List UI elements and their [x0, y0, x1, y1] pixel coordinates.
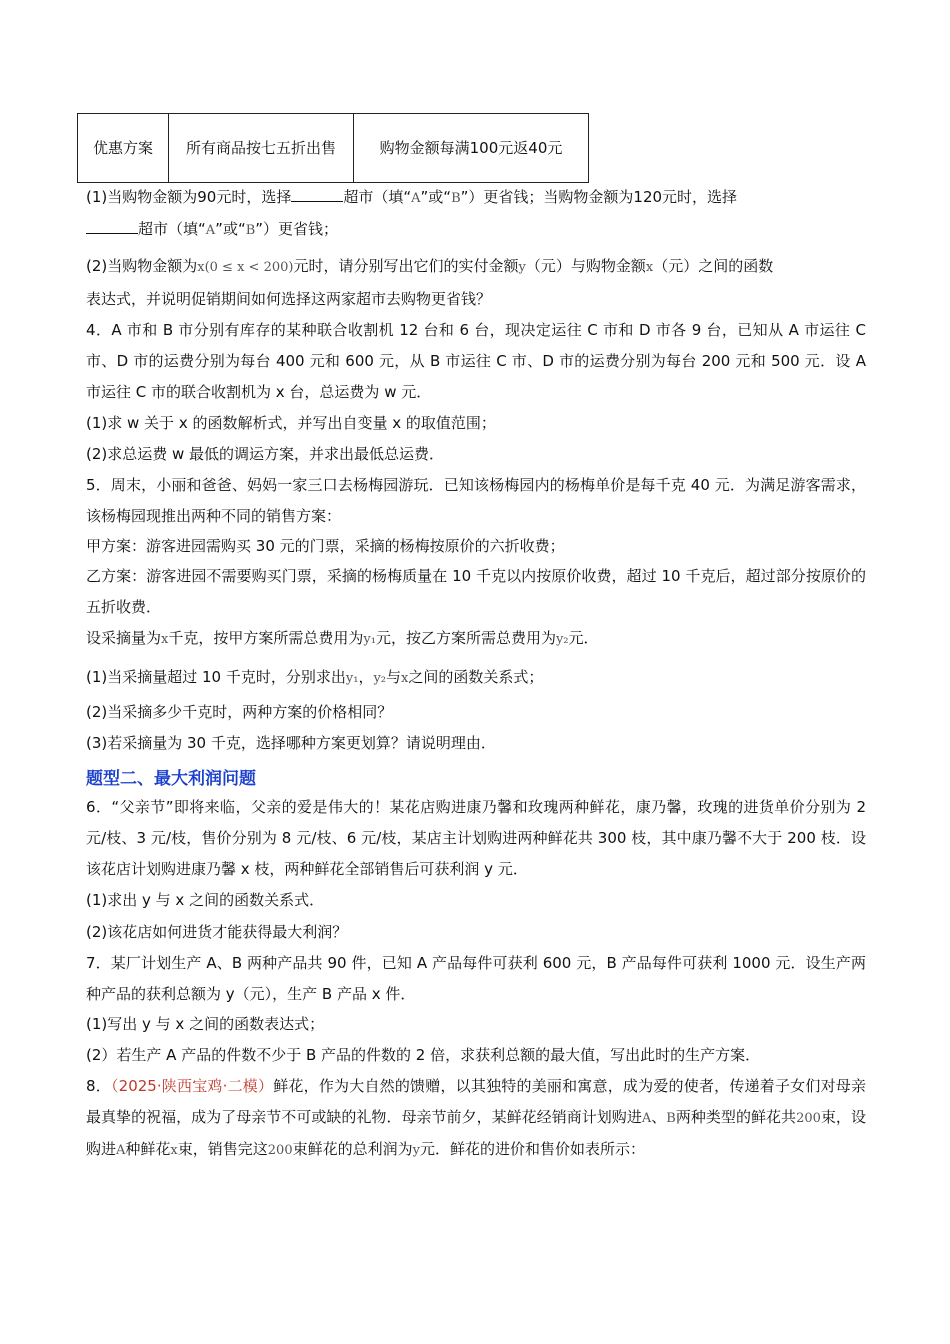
q7-part1: (1)写出 y 与 x 之间的函数表达式； [86, 1015, 325, 1033]
q8-stem: 8．（2025·陕西宝鸡·二模）鲜花，作为大自然的馈赠，以其独特的美丽和寓意，成为爱的使者，传递着子女们对母亲最真挚的祝福，成为了母亲节不可或缺的礼物．母亲节前夕，某鲜花经销商计划购进A、B两种类型的鲜花共200束，设购进A种鲜花x束，销售完这200束鲜花的总利润为y元．鲜花的进价和售价如表所示： [86, 1077, 866, 1158]
table-option-a-cell: 所有商品按七五折出售 [169, 114, 354, 183]
section-heading: 题型二、最大利润问题 [86, 769, 256, 789]
q5-stem: 5．周末，小丽和爸爸、妈妈一家三口去杨梅园游玩．已知该杨梅园内的杨梅单价是每千克 40 元．为满足游客需求，该杨梅园现推出两种不同的销售方案： [86, 476, 866, 525]
promotion-table [77, 113, 589, 183]
q5-part2: (2)当采摘多少千克时，两种方案的价格相同？ [86, 703, 393, 721]
q5-plan-b: 乙方案：游客进园不需要购买门票，采摘的杨梅质量在 10 千克以内按原价收费，超过 10 千克后，超过部分按原价的五折收费． [86, 567, 866, 616]
answer-blank[interactable] [86, 219, 138, 234]
q5-part3: (3)若采摘量为 30 千克，选择哪种方案更划算？请说明理由． [86, 734, 496, 752]
table-option-b-cell: 购物金额每满100元返40元 [354, 114, 589, 183]
table-row [78, 114, 589, 183]
q7-part2: (2）若生产 A 产品的件数不少于 B 产品的件数的 2 倍，求获利总额的最大值，写出此时的生产方案． [86, 1046, 761, 1064]
q3-part1-line1: (1)当购物金额为90元时，选择 超市（填“A”或“B”）更省钱；当购物金额为120元时，选择 [86, 188, 738, 206]
q7-stem: 7．某厂计划生产 A、B 两种产品共 90 件，已知 A 产品每件可获利 600 元，B 产品每件可获利 1000 元．设生产两种产品的获利总额为 y（元），生产 B 产品 x 件． [86, 954, 866, 1003]
q3-part1-line2: 超市（填“A”或“B”）更省钱； [86, 219, 338, 241]
q4-part1: (1)求 w 关于 x 的函数解析式，并写出自变量 x 的取值范围； [86, 414, 496, 432]
q4-stem: 4．A 市和 B 市分别有库存的某种联合收割机 12 台和 6 台，现决定运往 C 市和 D 市各 9 台，已知从 A 市运往 C 市、D 市的运费分别为每台 400 元和 600 元，从 B 市运往 C 市、D 市的运费分别为每台 200 元和 500 元．设 A 市运往 C 市的联合收割机为 x 台，总运费为 w 元． [86, 321, 866, 401]
q5-part1: (1)当采摘量超过 10 千克时，分别求出y₁，y₂与x之间的函数关系式； [86, 668, 544, 686]
q6-stem: 6．“父亲节”即将来临，父亲的爱是伟大的！某花店购进康乃馨和玫瑰两种鲜花，康乃馨，玫瑰的进货单价分别为 2 元/枝、3 元/枝，售价分别为 8 元/枝、6 元/枝，某店主计划购进两种鲜花共 300 枝，其中康乃馨不大于 200 枝．设该花店计划购进康乃馨 x 枝，两种鲜花全部销售后可获利润 y 元． [86, 798, 866, 878]
q6-part1: (1)求出 y 与 x 之间的函数关系式． [86, 891, 325, 909]
q3-part2-line2: 表达式，并说明促销期间如何选择这两家超市去购物更省钱？ [86, 290, 492, 308]
q6-part2: (2)该花店如何进货才能获得最大利润？ [86, 923, 348, 941]
table-label-cell: 优惠方案 [78, 114, 169, 183]
q5-plan-a: 甲方案：游客进园需购买 30 元的门票，采摘的杨梅按原价的六折收费； [86, 537, 565, 555]
answer-blank[interactable] [291, 187, 343, 202]
question-source: （2025·陕西宝鸡·二模） [110, 1077, 274, 1095]
q3-part2-line1: (2)当购物金额为x(0 ≤ x < 200)元时，请分别写出它们的实付金额y（元）与购物金额x（元）之间的函数 [86, 257, 774, 275]
q5-setup: 设采摘量为x千克，按甲方案所需总费用为y₁元，按乙方案所需总费用为y₂元． [86, 629, 599, 647]
q4-part2: (2)求总运费 w 最低的调运方案，并求出最低总运费． [86, 445, 445, 463]
